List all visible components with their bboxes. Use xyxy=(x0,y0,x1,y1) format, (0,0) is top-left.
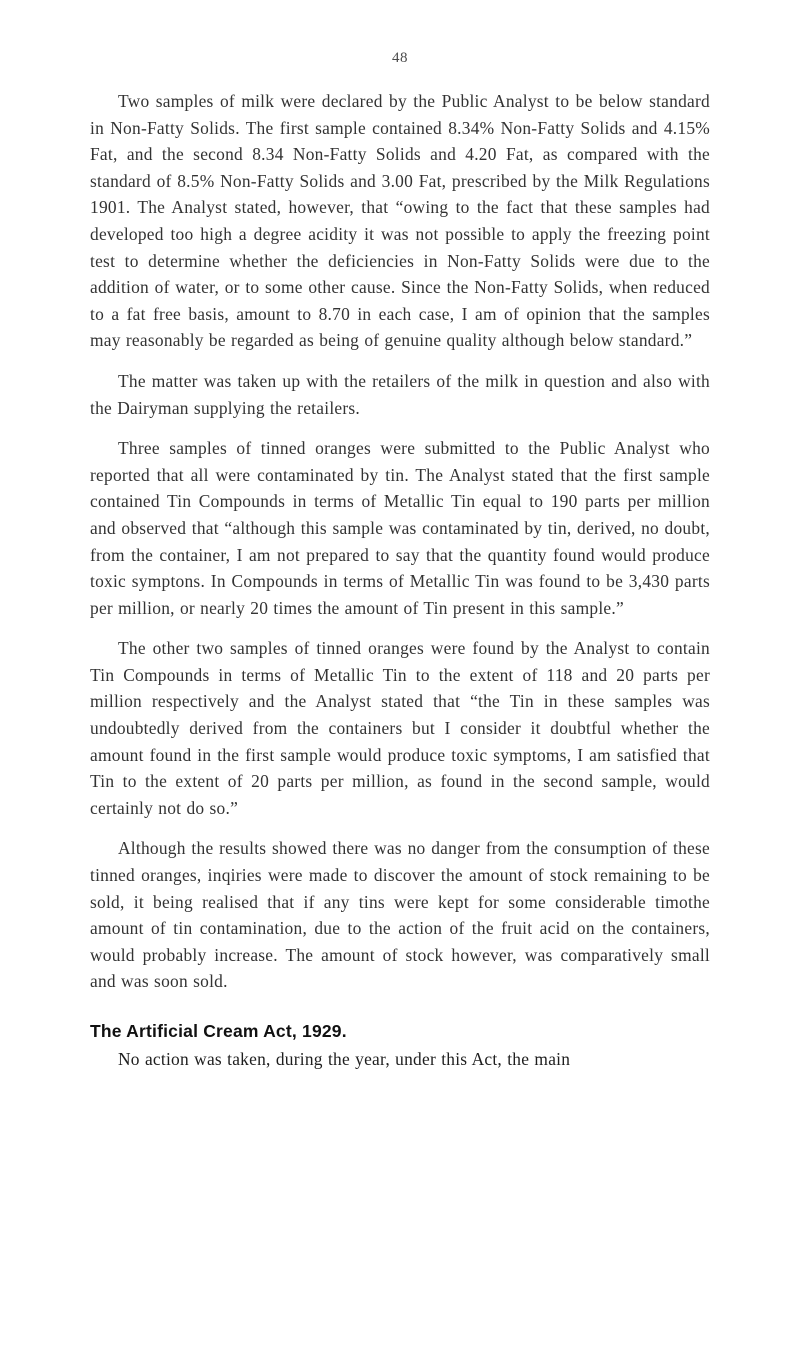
section-heading: The Artificial Cream Act, 1929. xyxy=(90,1021,347,1041)
paragraph-tinned-oranges-others: The other two samples of tinned oranges were found by the Analyst to contain Tin Compounds in terms of Metallic Tin to the extent of 118 and 20 parts per million respectively and the Analyst stated that “the Tin in these samples was undoubtedly derived from the containers but I consider it doubtful whether the amount found in the first sample would produce toxic symptoms, I am satisfied that Tin to the extent of 20 parts per million, as found in the second sample, would certainly not do so.” xyxy=(90,638,710,818)
paragraph-stock-inquiries: Although the results showed there was no danger from the consumption of these tinned oranges, inqiries were made to discover the amount of stock remaining to be sold, it being realised that if any tins were kept for some considerable timothe amount of tin contamination, due to the action of the fruit acid on the containers, would probably increase. The amount of stock however, was comparatively small and was soon sold. xyxy=(90,838,710,992)
paragraph-milk-samples: Two samples of milk were declared by the Public Analyst to be below standard in Non-Fatty Solids. The first sample contained 8.34% Non-Fatty Solids and 4.15% Fat, and the second 8.34 Non-Fatty Solids and 4.20 Fat, as compared with the standard of 8.5% Non-Fatty Solids and 3.00 Fat, prescribed by the Milk Regulations 1901. The Analyst stated, however, that “owing to the fact that these samples had developed too high a degree acidity it was not possible to apply the freezing point test to determine whether the deficiencies in Non-Fatty Solids were due to the addition of water, or to some other cause. Since the Non-Fatty Solids, when reduced to a fat free basis, amount to 8.70 in each case, I am of opinion that the samples may reasonably be regarded as being of genuine quality although below standard.” xyxy=(90,91,710,351)
paragraph-retailers: The matter was taken up with the retailers of the milk in question and also with the Dairyman supplying the retailers. xyxy=(90,370,710,418)
paragraph-tinned-oranges-first: Three samples of tinned oranges were submitted to the Public Analyst who reported that all were contaminated by tin. The Analyst stated that the first sample contained Tin Compounds in terms of Metallic Tin equal to 190 parts per million and observed that “although this sample was contaminated by tin, derived, no doubt, from the container, I am not prepared to say that the quantity found would produce toxic symptons. In Compounds in terms of Metallic Tin was found to be 3,430 parts per million, or nearly 20 times the amount of Tin present in this sample.” xyxy=(90,438,710,618)
page-number: 48 xyxy=(392,50,408,66)
section-paragraph: No action was taken, during the year, under this Act, the main xyxy=(118,1049,571,1069)
body-text xyxy=(90,88,710,1073)
